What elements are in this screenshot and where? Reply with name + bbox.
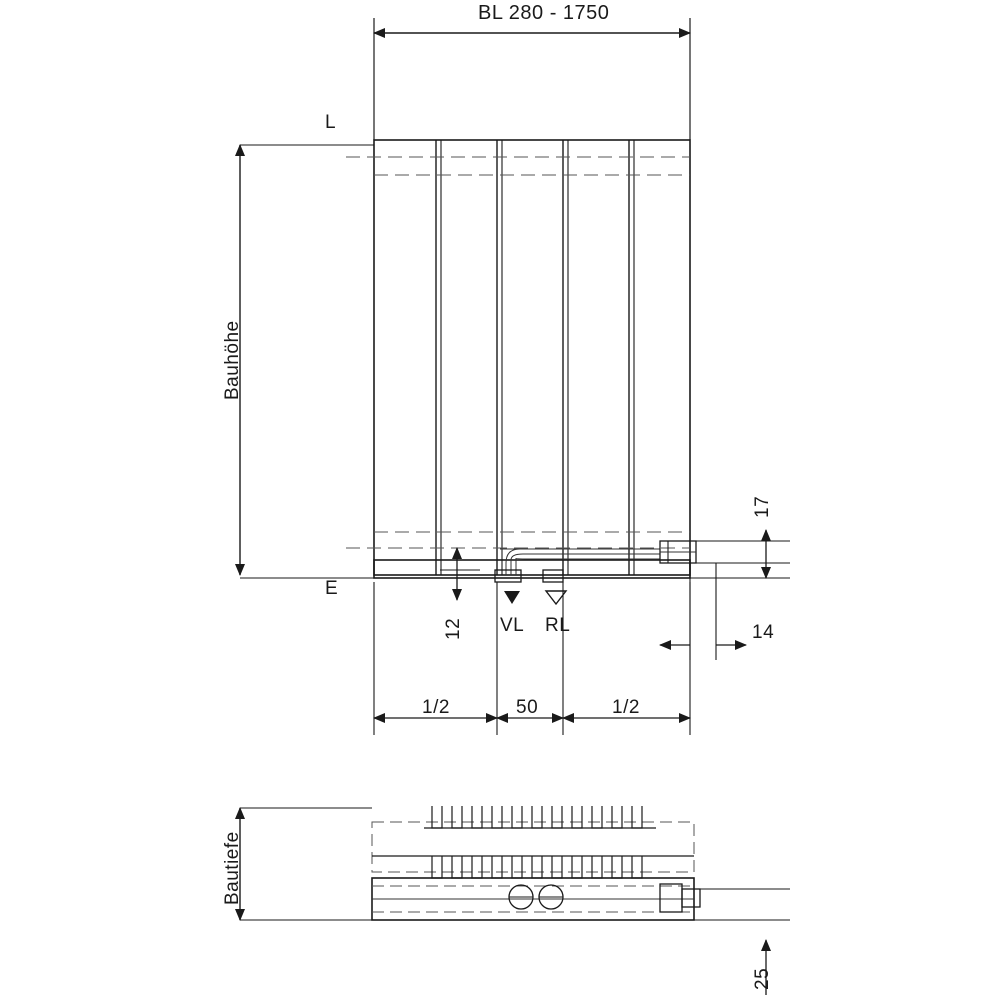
line-l-label: L — [325, 112, 337, 133]
dim-17 — [690, 530, 790, 578]
side-view-section — [240, 806, 790, 995]
half-left-label: 1/2 — [422, 697, 450, 718]
dim-17-label: 17 — [752, 495, 773, 518]
height-label: Bauhöhe — [222, 320, 243, 400]
center-50-label: 50 — [516, 697, 539, 718]
top-width-label: BL 280 - 1750 — [478, 2, 610, 24]
dim-12-label: 12 — [443, 617, 464, 640]
return-label: RL — [545, 615, 571, 636]
dim-14-label: 14 — [752, 622, 775, 643]
radiator-front-view — [346, 140, 696, 604]
dim-12 — [440, 548, 480, 600]
half-right-label: 1/2 — [612, 697, 640, 718]
height-dimension — [240, 145, 374, 578]
depth-label: Bautiefe — [222, 831, 243, 905]
dim-25-label: 25 — [752, 967, 773, 990]
flow-label: VL — [500, 615, 525, 636]
top-width-dimension — [374, 18, 690, 140]
line-e-label: E — [325, 578, 339, 599]
